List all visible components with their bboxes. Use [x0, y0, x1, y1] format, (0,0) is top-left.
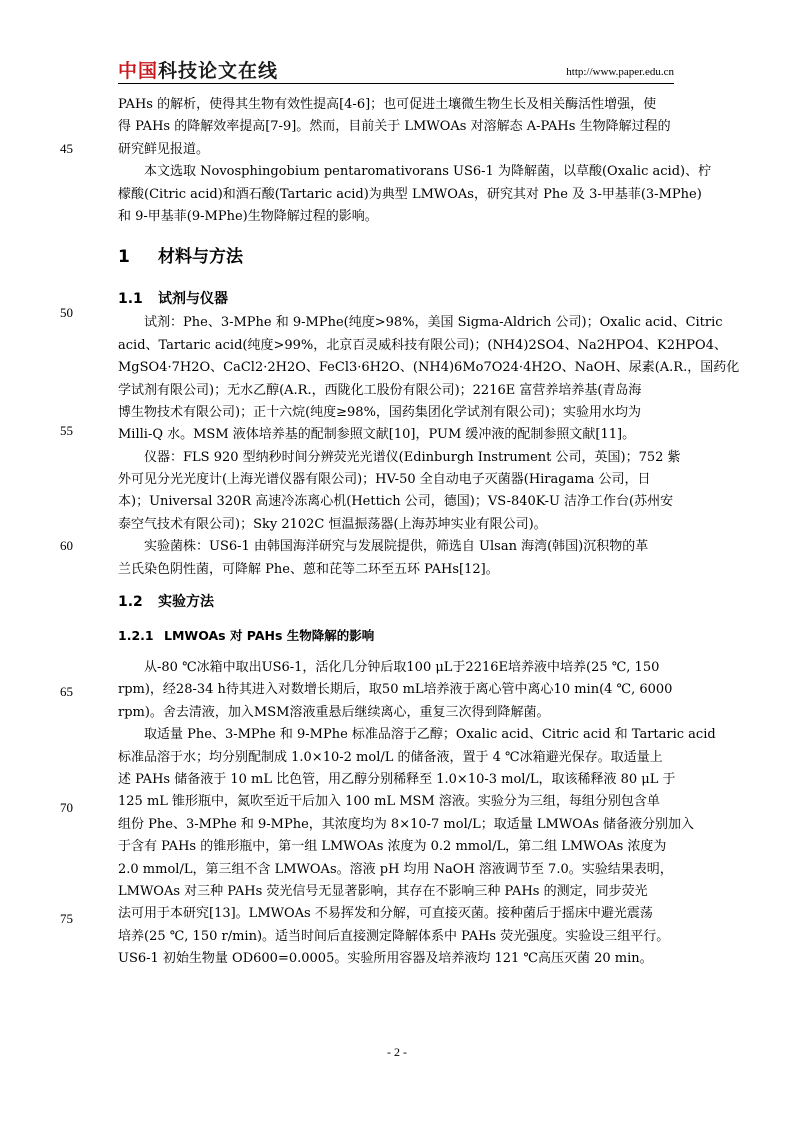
header-url[interactable]: http://www.paper.edu.cn — [566, 66, 674, 78]
body-line: LMWOAs 对三种 PAHs 荧光信号无显著影响，其存在不影响三种 PAHs 的测定，同步荧光 — [118, 883, 648, 899]
line-number: 60 — [60, 538, 73, 553]
page-number: - 2 - — [387, 1045, 407, 1059]
body-line: acid、Tartaric acid(纯度>99%，北京百灵威科技有限公司)；(NH4)2SO4、Na2HPO4、K2HPO4、 — [118, 337, 727, 353]
body-line: 仪器：FLS 920 型纳秒时间分辨荧光光谱仪(Edinburgh Instrument 公司，英国)；752 紫 — [144, 449, 681, 465]
body-line: 组份 Phe、3-MPhe 和 9-MPhe，其浓度均为 8×10-7 mol/L；取适量 LMWOAs 储备液分别加入 — [118, 816, 695, 832]
body-line: 实验菌株：US6-1 由韩国海洋研究与发展院提供，筛选自 Ulsan 海湾(韩国)沉积物的革 — [144, 539, 649, 555]
section-heading: 1 材料与方法 — [118, 247, 243, 268]
line-number: 45 — [60, 141, 73, 156]
body-line: US6-1 初始生物量 OD600=0.0005。实验所用容器及培养液均 121 ℃高压灭菌 20 min。 — [118, 951, 653, 967]
body-line: 2.0 mmol/L，第三组不含 LMWOAs。溶液 pH 均用 NaOH 溶液调节至 7.0。实验结果表明， — [118, 861, 673, 877]
body-line: rpm)，经28-34 h待其进入对数增长期后，取50 mL培养液于离心管中离心10 min(4 ℃, 6000 — [118, 682, 673, 698]
page-body — [118, 94, 740, 971]
body-line: 试剂：Phe、3-MPhe 和 9-MPhe(纯度>98%，美国 Sigma-Aldrich 公司)；Oxalic acid、Citric — [144, 315, 723, 331]
body-line: 培养(25 ℃, 150 r/min)。适当时间后直接测定降解体系中 PAHs 荧光强度。实验设三组平行。 — [118, 928, 670, 944]
line-number: 55 — [60, 423, 73, 438]
body-line: 得 PAHs 的降解效率提高[7-9]。然而，目前关于 LMWOAs 对溶解态 A-PAHs 生物降解过程的 — [118, 119, 671, 135]
logo-part-red: 中国 — [118, 60, 159, 82]
body-line: MgSO4·7H2O、CaCl2·2H2O、FeCl3·6H2O、(NH4)6Mo7O24·4H2O、NaOH、尿素(A.R.，国药化 — [118, 360, 740, 376]
body-line: 学试剂有限公司)；无水乙醇(A.R.，西陇化工股份有限公司)；2216E 富营养培养基(青岛海 — [118, 382, 642, 398]
body-line: 外可见分光光度计(上海光谱仪器有限公司)；HV-50 全自动电子灭菌器(Hiragama 公司，日 — [118, 472, 651, 488]
body-line: 述 PAHs 储备液于 10 mL 比色管，用乙醇分别稀释至 1.0×10-3 mol/L，取该稀释液 80 μL 于 — [118, 771, 676, 787]
logo-part-dark: 科技论文在线 — [158, 60, 279, 82]
body-line: 取适量 Phe、3-MPhe 和 9-MPhe 标准品溶于乙醇；Oxalic acid、Citric acid 和 Tartaric acid — [144, 727, 716, 743]
journal-logo — [118, 60, 278, 82]
body-line: 标准品溶于水；均分别配制成 1.0×10-2 mol/L 的储备液，置于 4 ℃冰箱避光保存。取适量上 — [118, 749, 663, 765]
body-line: 博生物技术有限公司)；正十六烷(纯度≥98%，国药集团化学试剂有限公司)；实验用水均为 — [118, 404, 642, 420]
body-line: 研究鲜见报道。 — [118, 141, 210, 157]
header-divider — [118, 83, 674, 84]
body-line: 本文选取 Novosphingobium pentaromativorans US6-1 为降解菌，以草酸(Oxalic acid)、柠 — [144, 164, 712, 180]
body-line: PAHs 的解析，使得其生物有效性提高[4-6]；也可促进土壤微生物生长及相关酶活性增强，使 — [118, 97, 657, 112]
body-line: 和 9-甲基菲(9-MPhe)生物降解过程的影响。 — [118, 208, 378, 224]
body-line: Milli-Q 水。MSM 液体培养基的配制参照文献[10]，PUM 缓冲液的配制参照文献[11]。 — [118, 427, 636, 443]
body-line: 于含有 PAHs 的锥形瓶中，第一组 LMWOAs 浓度为 0.2 mmol/L，第二组 LMWOAs 浓度为 — [118, 839, 667, 855]
body-line: rpm)。舍去清液，加入MSM溶液重悬后继续离心，重复三次得到降解菌。 — [118, 704, 550, 720]
subsubsection-heading: 1.2.1 LMWOAs 对 PAHs 生物降解的影响 — [118, 628, 375, 644]
subsection-heading: 1.2 实验方法 — [118, 594, 214, 611]
body-line: 泰空气技术有限公司)；Sky 2102C 恒温振荡器(上海苏坤实业有限公司)。 — [118, 516, 547, 532]
line-number: 50 — [60, 305, 73, 320]
body-line: 兰氏染色阴性菌，可降解 Phe、蒽和芘等二环至五环 PAHs[12]。 — [118, 561, 499, 577]
body-line: 从-80 ℃冰箱中取出US6-1，活化几分钟后取100 μL于2216E培养液中培养(25 ℃, 150 — [144, 660, 660, 676]
line-number: 70 — [60, 800, 73, 815]
body-line: 檬酸(Citric acid)和酒石酸(Tartaric acid)为典型 LMWOAs，研究其对 Phe 及 3-甲基菲(3-MPhe) — [118, 186, 702, 202]
body-line: 125 mL 锥形瓶中，氮吹至近干后加入 100 mL MSM 溶液。实验分为三组，每组分别包含单 — [118, 794, 660, 810]
body-line: 本)；Universal 320R 高速冷冻离心机(Hettich 公司，德国)；VS-840K-U 洁净工作台(苏州安 — [118, 494, 674, 510]
line-number: 75 — [60, 911, 73, 926]
line-number: 65 — [60, 684, 73, 699]
body-line: 法可用于本研究[13]。LMWOAs 不易挥发和分解，可直接灭菌。接种菌后于摇床中避光震荡 — [118, 906, 653, 922]
subsection-heading: 1.1 试剂与仪器 — [118, 291, 228, 308]
